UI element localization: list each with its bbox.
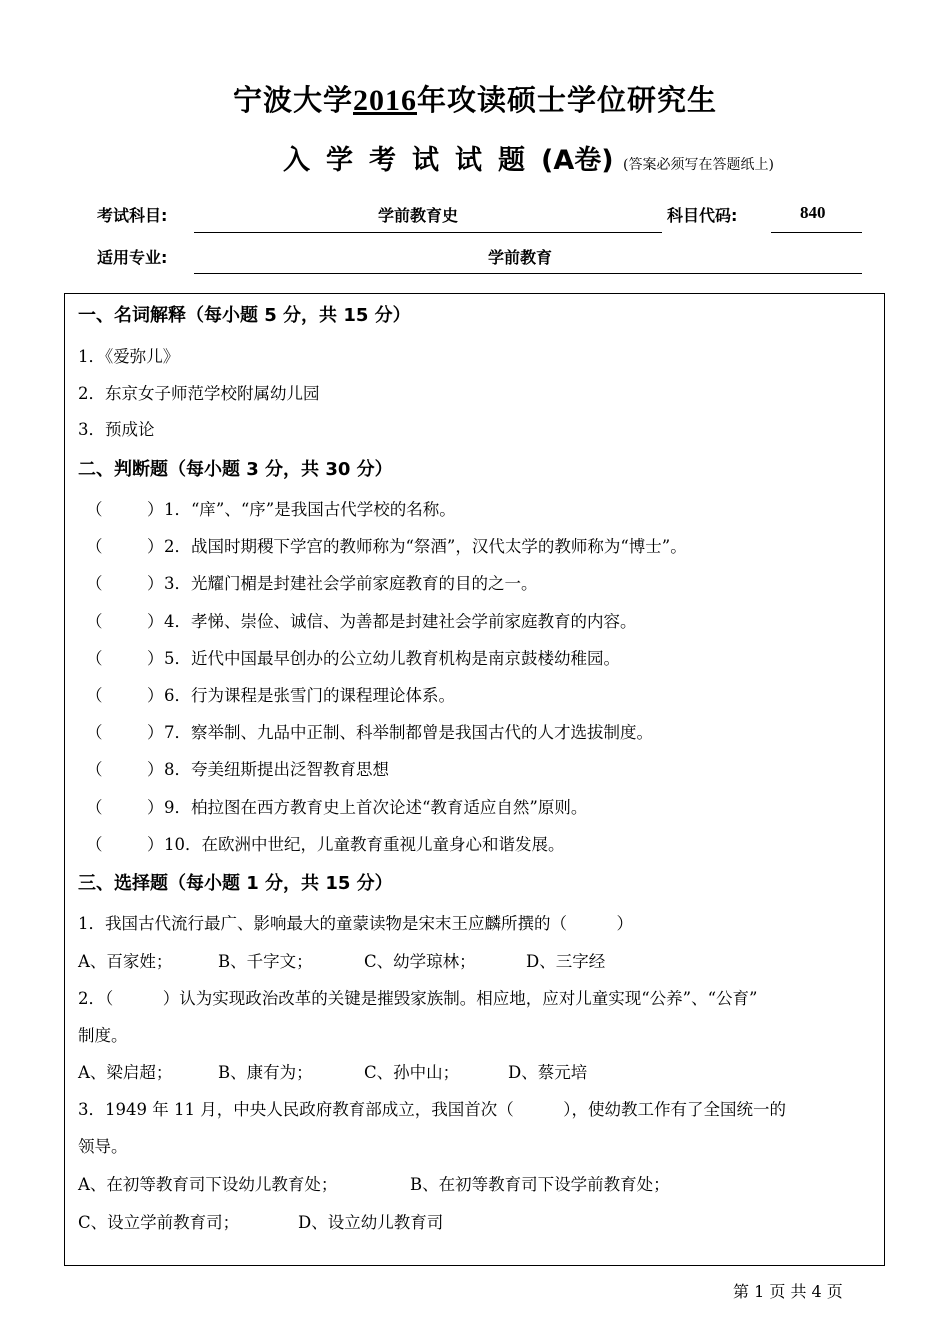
major-underline: [194, 273, 862, 274]
mc-option: A、百家姓；: [78, 952, 173, 971]
tf-question: 4．孝悌、崇俭、诚信、为善都是封建社会学前家庭教育的内容。: [164, 612, 637, 631]
exam-subtitle: [283, 138, 774, 177]
code-underline: [771, 232, 862, 233]
mc-option: B、在初等教育司下设学前教育处；: [410, 1175, 670, 1194]
title-rest: 年攻读硕士学位研究生: [417, 83, 718, 117]
mc-question-2-cont: 制度。: [78, 1026, 128, 1045]
answer-paren-left: （: [86, 612, 103, 631]
answer-paren-left: （: [86, 835, 103, 854]
subject-value: 学前教育史: [378, 206, 459, 225]
major-value: 学前教育: [488, 248, 553, 267]
list-item: 2．东京女子师范学校附属幼儿园: [78, 384, 320, 403]
tf-question: 1．“庠”、“序”是我国古代学校的名称。: [164, 500, 456, 519]
title-year: 2016: [353, 84, 417, 117]
mc-option: D、设立幼儿教育司: [298, 1213, 444, 1232]
answer-paren-left: （: [86, 649, 103, 668]
tf-question: 9．柏拉图在西方教育史上首次论述“教育适应自然”原则。: [164, 798, 588, 817]
answer-paren-right: ）: [147, 798, 164, 817]
section1-title: 一、名词解释（每小题 5 分，共 15 分）: [78, 305, 411, 326]
code-value: 840: [800, 203, 826, 222]
tf-question: 7．察举制、九品中正制、科举制都曾是我国古代的人才选拔制度。: [164, 723, 653, 742]
tf-question: 6．行为课程是张雪门的课程理论体系。: [164, 686, 455, 705]
answer-paren-right: ）: [147, 686, 164, 705]
list-item: 1．《爱弥儿》: [78, 347, 180, 366]
answer-paren-left: （: [86, 686, 103, 705]
mc-option: B、康有为；: [218, 1063, 313, 1082]
mc-option: D、蔡元培: [508, 1063, 588, 1082]
tf-question: 5．近代中国最早创办的公立幼儿教育机构是南京鼓楼幼稚园。: [164, 649, 620, 668]
mc-option: A、梁启超；: [78, 1063, 173, 1082]
tf-question: 10．在欧洲中世纪，儿童教育重视儿童身心和谐发展。: [164, 835, 565, 854]
subtitle-text: 入学考试试题: [283, 145, 541, 176]
mc-question-3: 3．1949 年 11 月，中央人民政府教育部成立，我国首次（ ），使幼教工作有了全国统一的: [78, 1100, 786, 1119]
paper-label: (A卷): [541, 145, 614, 176]
subject-underline: [194, 232, 662, 233]
mc-option: C、设立学前教育司；: [78, 1213, 240, 1232]
answer-note: (答案必须写在答题纸上): [622, 157, 774, 173]
answer-paren-left: （: [86, 798, 103, 817]
answer-paren-left: （: [86, 760, 103, 779]
subject-label: 考试科目:: [97, 206, 168, 225]
section3-title: 三、选择题（每小题 1 分，共 15 分）: [78, 873, 393, 894]
mc-option: A、在初等教育司下设幼儿教育处；: [78, 1175, 338, 1194]
mc-question-1: 1．我国古代流行最广、影响最大的童蒙读物是宋末王应麟所撰的（ ）: [78, 914, 633, 933]
mc-option: D、三字经: [526, 952, 606, 971]
mc-option: C、孙中山；: [364, 1063, 460, 1082]
title-university: 宁波大学: [232, 83, 353, 117]
mc-option: B、千字文；: [218, 952, 313, 971]
answer-paren-right: ）: [147, 723, 164, 742]
page-number: 第 1 页 共 4 页: [733, 1282, 843, 1301]
list-item: 3．预成论: [78, 420, 155, 439]
tf-question: 2．战国时期稷下学宫的教师称为“祭酒”，汉代太学的教师称为“博士”。: [164, 537, 687, 556]
answer-paren-right: ）: [147, 500, 164, 519]
mc-option: C、幼学琼林；: [364, 952, 476, 971]
answer-paren-left: （: [86, 574, 103, 593]
answer-paren-left: （: [86, 500, 103, 519]
answer-paren-right: ）: [147, 612, 164, 631]
mc-question-3-cont: 领导。: [78, 1137, 128, 1156]
section2-title: 二、判断题（每小题 3 分，共 30 分）: [78, 459, 393, 480]
answer-paren-right: ）: [147, 574, 164, 593]
answer-paren-left: （: [86, 723, 103, 742]
major-label: 适用专业:: [97, 248, 168, 267]
answer-paren-right: ）: [147, 760, 164, 779]
tf-question: 3．光耀门楣是封建社会学前家庭教育的目的之一。: [164, 574, 538, 593]
answer-paren-right: ）: [147, 835, 164, 854]
answer-paren-right: ）: [147, 649, 164, 668]
answer-paren-left: （: [86, 537, 103, 556]
tf-question: 8．夸美纽斯提出泛智教育思想: [164, 760, 389, 779]
code-label: 科目代码:: [667, 206, 738, 225]
exam-title: [0, 78, 950, 119]
mc-question-2: 2．（ ）认为实现政治改革的关键是摧毁家族制。相应地，应对儿童实现“公养”、“公育”: [78, 989, 758, 1008]
answer-paren-right: ）: [147, 537, 164, 556]
